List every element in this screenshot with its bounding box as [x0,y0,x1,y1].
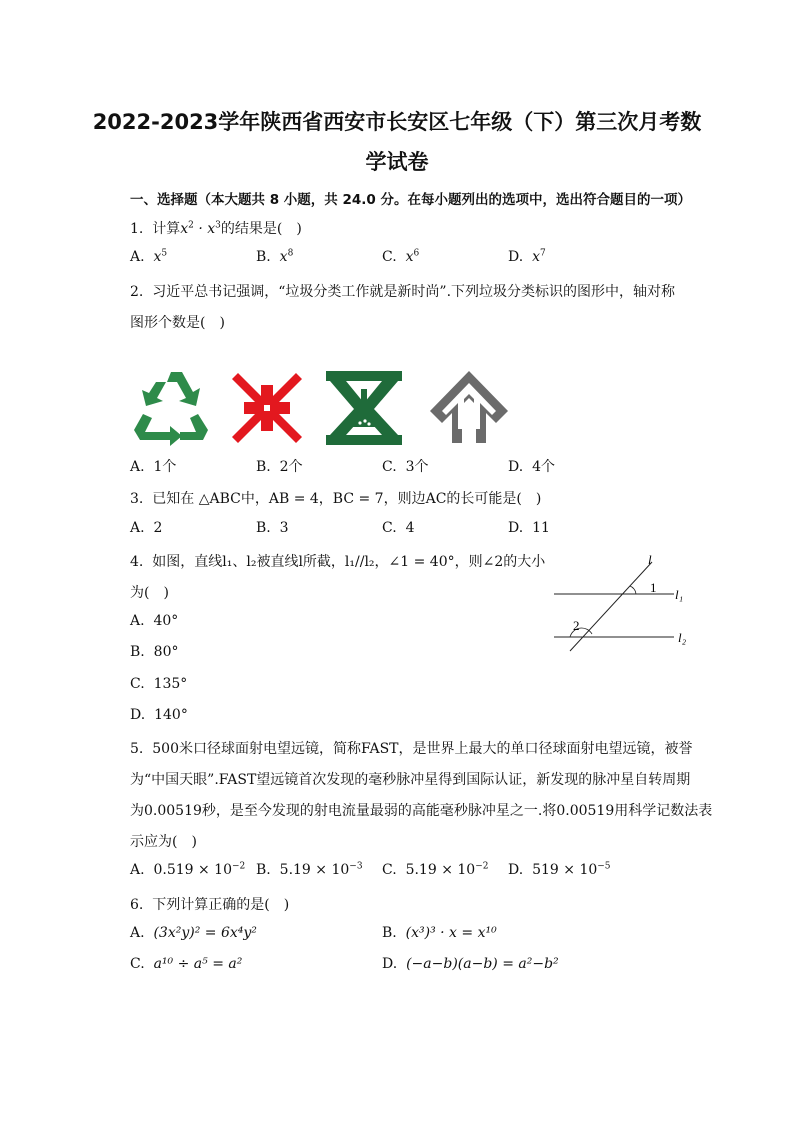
label-l1: l₁ [675,587,684,602]
kitchen-waste-symbol-icon [324,369,404,447]
q1-option-d[interactable]: D. $x^7$ [508,248,546,265]
label-l2: l₂ [678,630,687,645]
q2-option-d[interactable]: D. 4个 [508,459,556,475]
parallel-lines-figure [548,550,698,658]
q4-option-a[interactable]: A. 40° [130,613,179,629]
question-number: 1. [130,221,144,237]
label-angle-1: 1 [650,580,657,595]
q2-option-b[interactable]: B. 2个 [256,459,303,475]
section-heading: 一、选择题（本大题共 8 小题，共 24.0 分。在每小题列出的选项中，选出符合题目的一项） [130,192,692,208]
label-angle-2: 2 [573,618,580,633]
q2-option-c[interactable]: C. 3个 [382,459,429,475]
q1-option-a[interactable]: A. $x^5$ [130,248,168,265]
q4-option-c[interactable]: C. 135° [130,676,188,692]
question-5-stem-line-1: 5. 500米口径球面射电望远镜，简称FAST，是世界上最大的单口径球面射电望远镜，被誉 [130,741,693,757]
q6-option-d[interactable]: D. (−a−b)(a−b) = a²−b² [382,956,559,972]
recycle-symbol-icon [130,368,212,448]
question-1-stem: 1. 计算$x^2 \cdot x^3$的结果是( ) [130,220,302,237]
label-l: l [648,552,652,567]
q5-option-c[interactable]: C. $5.19 \times 10^{-2}$ [382,861,489,878]
question-5-stem-line-4: 示应为( ) [130,834,197,850]
question-4-stem-line-2: 为( ) [130,585,169,601]
title-line-1: 2022-2023学年陕西省西安市长安区七年级（下）第三次月考数 [92,110,702,134]
question-5-stem-line-2: 为“中国天眼”.FAST望远镜首次发现的毫秒脉冲星得到国际认证，新发现的脉冲星自转周期 [130,772,691,788]
question-5-stem-line-3: 为0.00519秒，是至今发现的射电流量最弱的高能毫秒脉冲星之一.将0.00519用科学记数法表 [130,803,713,819]
q3-option-d[interactable]: D. 11 [508,520,550,536]
q1-expression: $x^2 \cdot x^3$ [180,220,221,237]
question-2-stem-line-2: 图形个数是( ) [130,315,225,331]
title-line-2: 学试卷 [365,150,429,174]
question-3-stem: 3. 已知在 △ABC中，AB = 4，BC = 7，则边AC的长可能是( ) [130,491,542,507]
q1-option-c[interactable]: C. $x^6$ [382,248,420,265]
q6-option-c[interactable]: C. a¹⁰ ÷ a⁵ = a² [130,956,243,972]
q3-option-c[interactable]: C. 4 [382,520,415,536]
harmful-waste-symbol-icon [228,371,306,445]
q4-option-b[interactable]: B. 80° [130,644,179,660]
q6-option-a[interactable]: A. (3x²y)² = 6x⁴y² [130,925,257,941]
q4-option-d[interactable]: D. 140° [130,707,188,723]
q5-option-b[interactable]: B. $5.19 \times 10^{-3}$ [256,861,363,878]
q5-option-d[interactable]: D. $519 \times 10^{-5}$ [508,861,611,878]
q6-option-b[interactable]: B. (x³)³ · x = x¹⁰ [382,925,497,941]
q2-option-a[interactable]: A. 1个 [130,459,177,475]
q3-option-a[interactable]: A. 2 [130,520,163,536]
q1-option-b[interactable]: B. $x^8$ [256,248,294,265]
q3-option-b[interactable]: B. 3 [256,520,289,536]
question-2-stem-line-1: 2. 习近平总书记强调，“垃圾分类工作就是新时尚”.下列垃圾分类标识的图形中，轴对称 [130,284,676,300]
q5-option-a[interactable]: A. $0.519 \times 10^{-2}$ [130,861,246,878]
question-6-stem: 6. 下列计算正确的是( ) [130,897,290,913]
other-waste-symbol-icon [428,369,510,445]
transversal-l [570,562,652,651]
angle-1-arc [630,586,636,594]
question-4-stem-line-1: 4. 如图，直线l₁、l₂被直线l所截，l₁//l₂，∠1 = 40°，则∠2的大小 [130,554,546,570]
